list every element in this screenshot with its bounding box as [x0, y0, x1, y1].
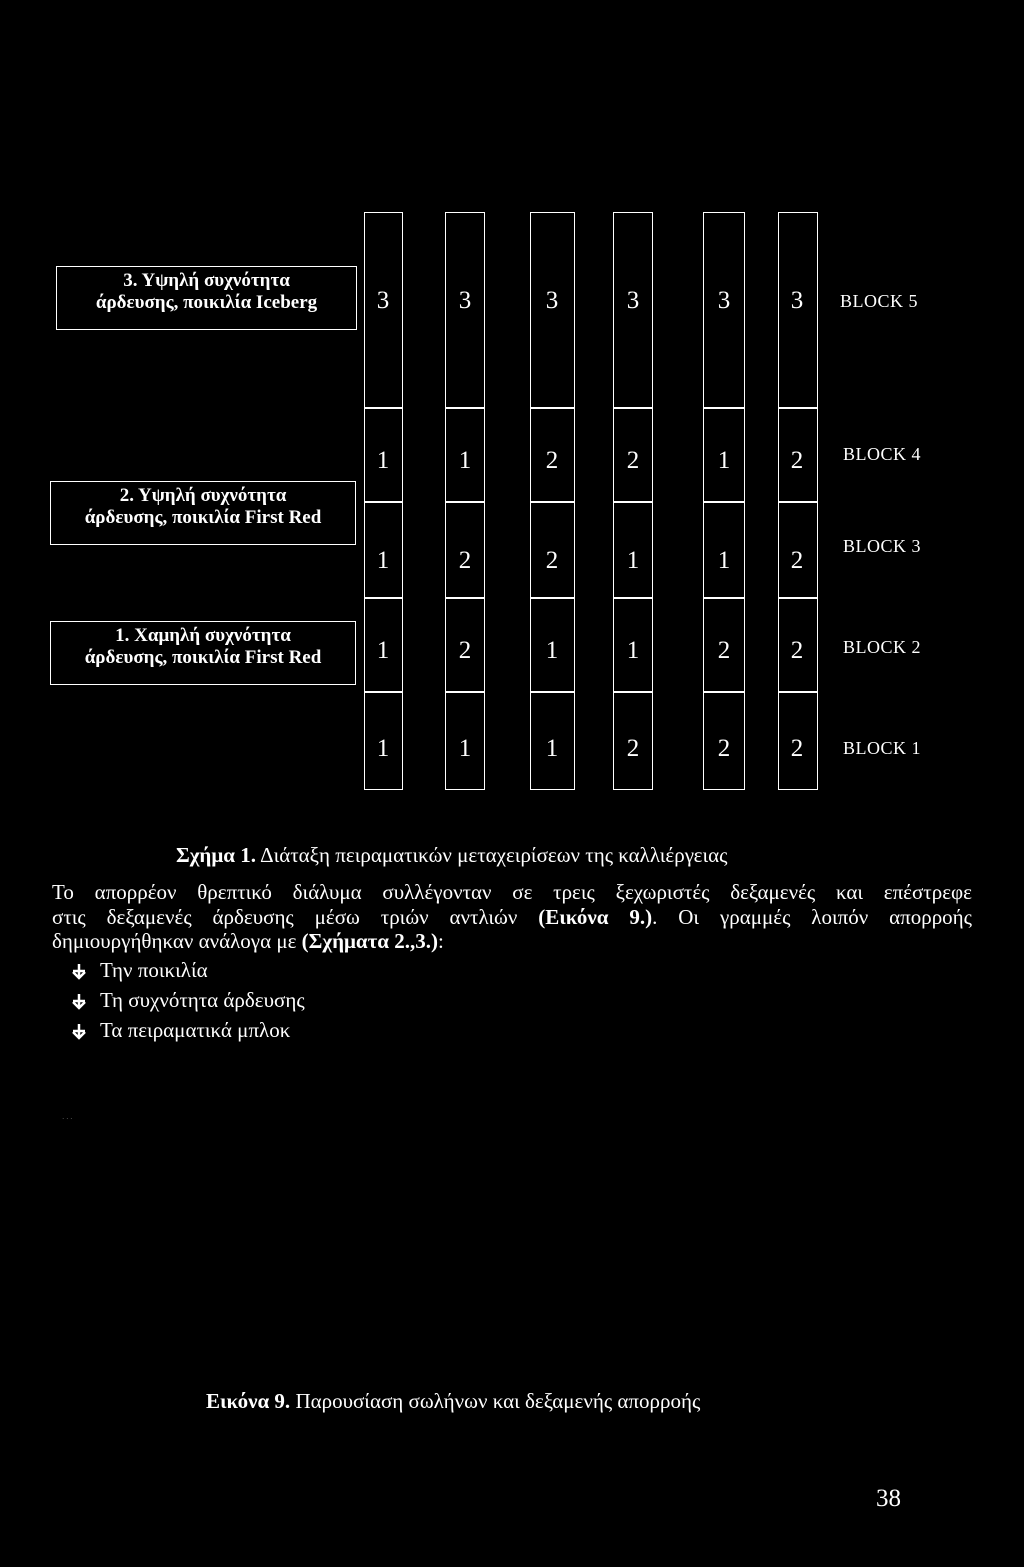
paragraph-line-2-end: . Οι γραμμές λοιπόν απορροής [652, 904, 972, 929]
figure-caption [176, 843, 727, 868]
plot-value: 1 [376, 447, 390, 474]
bullet-list [66, 955, 305, 1045]
plot-value: 2 [626, 735, 640, 762]
block-label-4: BLOCK 4 [843, 444, 922, 464]
plot-value: 2 [790, 735, 804, 762]
figure-caption-prefix: Σχήμα 1. [176, 843, 256, 867]
plot-value: 1 [626, 547, 640, 574]
plot-value: 2 [458, 547, 472, 574]
treatment-3-line2: άρδευσης, ποικιλία Iceberg [95, 292, 318, 313]
plot-value: 1 [626, 637, 640, 664]
paragraph-line-3-text: δημιουργήθηκαν ανάλογα με [52, 929, 297, 953]
treatment-2-line1: 2. Υψηλή συχνότητα [119, 485, 287, 506]
plot-value: 2 [545, 547, 559, 574]
plot-value: 1 [458, 447, 472, 474]
treatment-label-2 [50, 481, 356, 545]
list-item [66, 955, 305, 985]
paragraph-line-3 [52, 929, 972, 954]
plot-value: 2 [626, 447, 640, 474]
plot-value: 1 [376, 637, 390, 664]
treatment-1-line1: 1. Χαμηλή συχνότητα [115, 625, 291, 646]
body-paragraph [52, 880, 972, 954]
treatment-1-line2: άρδευσης, ποικιλία First Red [84, 647, 322, 668]
plot-value: 3 [545, 287, 559, 314]
block-label-1: BLOCK 1 [843, 738, 922, 758]
block-label-2: BLOCK 2 [843, 637, 922, 657]
scan-smudge: · · · [62, 1115, 73, 1123]
plot-value: 1 [458, 735, 472, 762]
treatment-2-line2: άρδευσης, ποικιλία First Red [84, 507, 322, 528]
plot-value: 3 [790, 287, 804, 314]
plot-value: 2 [458, 637, 472, 664]
bullet-text: Την ποικιλία [100, 958, 208, 982]
block-label-5: BLOCK 5 [840, 291, 919, 311]
block-label-3: BLOCK 3 [843, 536, 922, 556]
plot-value: 1 [717, 447, 731, 474]
plot-value: 2 [790, 637, 804, 664]
plot-value: 2 [545, 447, 559, 474]
plot-value: 2 [717, 735, 731, 762]
plot-value: 1 [376, 735, 390, 762]
plot-value: 1 [376, 547, 390, 574]
figure-caption-text: Διάταξη πειραματικών μεταχειρίσεων της καλλιέργειας [260, 843, 728, 867]
figures-reference: (Σχήματα 2.,3.) [301, 929, 439, 953]
paragraph-line-1: Το απορρέον θρεπτικό διάλυμα συλλέγονταν σε τρεις ξεχωριστές δεξαμενές και επέστρεφε [52, 880, 972, 904]
plot-value: 1 [545, 637, 559, 664]
figure-reference: (Εικόνα 9.) [538, 904, 653, 929]
bullet-text: Τα πειραματικά μπλοκ [100, 1018, 291, 1042]
plot-value: 3 [376, 287, 390, 314]
plot-value: 1 [545, 735, 559, 762]
bullet-text: Τη συχνότητα άρδευσης [100, 988, 305, 1012]
image-caption-text: Παρουσίαση σωλήνων και δεξαμενής απορροής [295, 1389, 701, 1413]
plot-value: 3 [458, 287, 472, 314]
plot-value: 2 [717, 637, 731, 664]
paragraph-line-2 [52, 905, 972, 930]
arrow-down-bullet-icon [70, 962, 88, 980]
paragraph-line-3-end: : [438, 929, 444, 953]
arrow-down-bullet-icon [70, 992, 88, 1010]
treatment-label-1 [50, 621, 356, 685]
image-caption-prefix: Εικόνα 9. [206, 1389, 291, 1413]
arrow-down-bullet-icon [70, 1022, 88, 1040]
plot-value: 3 [626, 287, 640, 314]
paragraph-line-2-text: στις δεξαμενές άρδευσης μέσω τριών αντλιών [52, 904, 518, 929]
page-number: 38 [876, 1485, 901, 1512]
treatment-3-line1: 3. Υψηλή συχνότητα [123, 270, 290, 291]
list-item [66, 1015, 305, 1045]
plot-value: 1 [717, 547, 731, 574]
plot-value: 2 [790, 447, 804, 474]
plot-value: 3 [717, 287, 731, 314]
list-item [66, 985, 305, 1015]
image-caption [206, 1389, 700, 1414]
plot-value: 2 [790, 547, 804, 574]
treatment-label-3 [56, 266, 357, 330]
